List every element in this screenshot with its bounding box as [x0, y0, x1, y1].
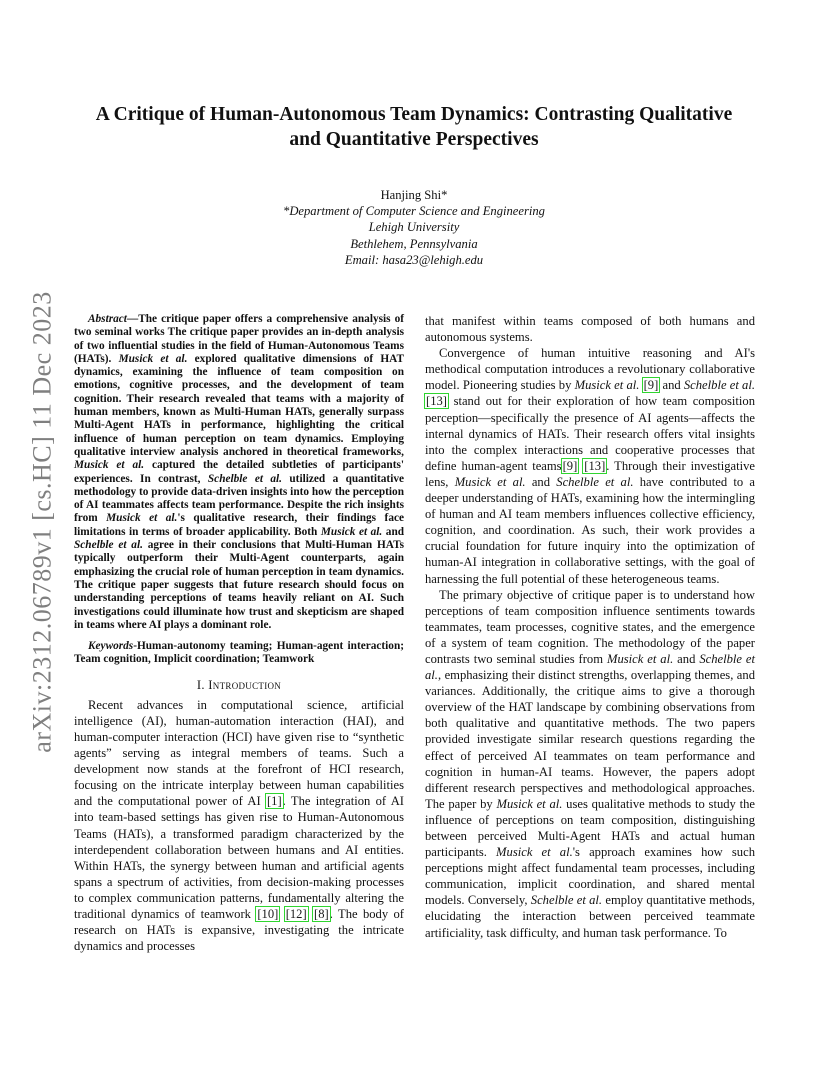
body-text: . The integration of AI into team-based settings has given rise to Human-Autonomous Teams (HATs), a transformed paradigm characterized by the interdependent collaboration between humans and AI entities. Within HATs, the synergy between human and artificial agents spans a spectrum of activities, from decision-making processes to complex communication patterns, fundamentally altering the traditional dynamics of teamwork — [74, 794, 404, 922]
author-ref: Schelble et al. — [530, 893, 603, 908]
body-text: Recent advances in computational science, artificial intelligence (AI), human-automation interaction (HAI), and human-computer interaction (HCI) have given rise to “synthetic agents” serving as integral members of teams. Such a development now stands at the forefront of HCI research, focusing on the intricate interplay between human capabilities and the computational power of AI — [74, 697, 404, 809]
abstract-text: captured the detailed subtleties of participants' experiences. In contrast, — [74, 459, 404, 485]
citation-link[interactable]: [10] — [257, 907, 279, 922]
right-paragraph-2 — [425, 587, 755, 941]
author-ref: Musick et al. — [606, 651, 674, 666]
abstract-text: —The critique paper offers a comprehensive analysis of two seminal works The critique paper provides an in-depth analysis of two influential studies in the field of Human-Autonomous Teams (HATs). — [74, 313, 404, 365]
body-text: stand out for their exploration of how team composition perception—specifically the presence of AI agents—affects the internal dynamics of HATs. Their research offers vital insights into the complex interactions and cooperative processes that define human-agent teams — [425, 394, 755, 473]
author-ref: Schelble et al. — [74, 539, 143, 552]
paper-title: A Critique of Human-Autonomous Team Dynamics: Contrasting Qualitative and Quantitative Perspectives — [95, 104, 733, 150]
author-ref: Schelble et al. — [556, 474, 634, 489]
body-text: . The body of research on HATs is expansive, investigating the intricate dynamics and processes — [74, 907, 405, 954]
right-paragraph-continued: that manifest within teams composed of both humans and autonomous systems. — [425, 314, 755, 345]
author-email[interactable]: Email: hasa23@lehigh.edu — [344, 252, 484, 267]
author-ref: Schelble et al. — [683, 378, 755, 393]
body-text: employ quantitative methods, elucidating the interaction between perceived teammate artificiality, task difficulty, and human task performance. To — [425, 893, 755, 940]
body-text: uses qualitative methods to study the influence of perceptions on team composition, distinguishing between perceived Multi-Agent HATs and actual human participants. — [425, 796, 755, 860]
author-ref: Musick et al. — [118, 352, 188, 365]
citation-link[interactable]: [13] — [426, 394, 447, 409]
citation-link[interactable]: [12] — [285, 907, 307, 922]
author-ref: Musick et al. — [106, 512, 178, 525]
author-block — [200, 187, 628, 268]
citation-link[interactable]: [9] — [643, 378, 659, 393]
abstract-lead: Abstract — [88, 313, 127, 325]
arxiv-side-stamp — [28, 287, 58, 757]
left-column — [74, 313, 404, 954]
author-ref: Musick et al. — [320, 525, 383, 538]
abstract — [74, 313, 404, 632]
intro-paragraph-1 — [74, 697, 404, 955]
abstract-text: 's qualitative research, their findings face limitations in terms of broader applicability. Both — [74, 512, 404, 538]
author-ref: Schelble et al. — [207, 472, 282, 485]
abstract-text: utilized a quantitative methodology to provide data-driven insights into how the perception of AI teammates affects team performance. Despite the rich insights from — [74, 472, 404, 525]
body-text: and — [673, 651, 700, 666]
body-text: have contributed to a deeper understanding of HATs, examining how the intermingling of human and AI team members influences collective efficiency, cognition, and coordination. As such, their work provides a crucial foundation for future inquiry into the optimization of human-AI integration in collaborative settings, with the goal of harnessing the full potential of these heterogeneous teams. — [425, 474, 755, 586]
body-text: Convergence of human intuitive reasoning and AI's methodical computation introduces a revolutionary collaborative model. Pioneering studies by — [425, 346, 755, 393]
abstract-text: agree in their conclusions that Multi-Human HATs typically outperform their Multi-Agent counterparts, again emphasizing the crucial role of human perception in team dynamics. The critique paper suggests that future research should focus on understanding perceptions of teams heavily reliant on AI. Such investigations could illuminate how trust and skepticism are shaped in teams where AI plays a dominant role. — [74, 539, 404, 631]
author-ref: Musick et al. — [74, 459, 145, 472]
right-column — [425, 313, 755, 941]
author-ref: Musick et al. — [496, 796, 563, 811]
citation-link[interactable]: [8] — [314, 907, 329, 922]
author-ref: Musick et al. — [454, 474, 526, 489]
author-ref: Musick et al. — [574, 378, 640, 393]
body-text: . Through their investigative lens, — [425, 458, 755, 489]
author-affiliation: *Department of Computer Science and Engineering — [283, 204, 545, 219]
citation-link[interactable]: [13] — [584, 458, 606, 473]
author-ref: Schelble et al. — [425, 651, 755, 683]
abstract-text: and — [382, 525, 405, 538]
keywords — [74, 640, 404, 667]
author-name: Hanjing Shi* — [380, 188, 448, 202]
citation-link[interactable]: [9] — [562, 458, 578, 473]
keywords-lead: Keywords — [88, 640, 134, 653]
body-text: and — [659, 378, 684, 393]
abstract-text: explored qualitative dimensions of HAT dynamics, examining the influence of team composition on emotions, cognitive processes, and the development of team cognition. Their research revealed that teams with a majority of human members, known as Multi-Human HATs, generally surpass Multi-Agent HATs in performance, highlighting the critical influence of human perception on team dynamics. Employing qualitative interview analysis anchored in theoretical frameworks, — [74, 352, 405, 458]
section-heading-introduction: I. Introduction — [196, 677, 282, 692]
body-text: and — [525, 474, 557, 489]
author-location: Bethlehem, Pennsylvania — [350, 236, 478, 251]
keywords-text: -Human-autonomy teaming; Human-agent interaction; Team cognition, Implicit coordination; Teamwork — [74, 640, 404, 666]
body-text: The primary objective of critique paper is to understand how perceptions of team composition influence sentiments towards teammates, team processes, cognitive states, and the emergence of a system of team cognition. The methodology of the paper contrasts two seminal studies from — [425, 587, 755, 666]
citation-link[interactable]: [1] — [266, 794, 282, 809]
author-university: Lehigh University — [368, 220, 460, 235]
right-paragraph-1 — [425, 345, 755, 586]
body-text: 's approach examines how such perceptions might affect fundamental team processes, including communication, implicit coordination, and shared mental models. Conversely, — [425, 845, 755, 908]
arxiv-identifier: arXiv:2312.06789v1 [cs.HC] 11 Dec 2023 — [28, 291, 57, 753]
body-text: , emphasizing their distinct strengths, overlapping themes, and variances. Additionally, the critique aims to give a thorough overview of the HAT landscape by combining observations from both qualitative and quantitative methods. The two papers provided investigate similar research questions regarding the effect of perceived AI teammates on team performance and cognition in human-AI teams. However, the papers adopt different research perspectives and methodological approaches. The paper by — [425, 668, 755, 811]
author-ref: Musick et al. — [496, 845, 573, 860]
